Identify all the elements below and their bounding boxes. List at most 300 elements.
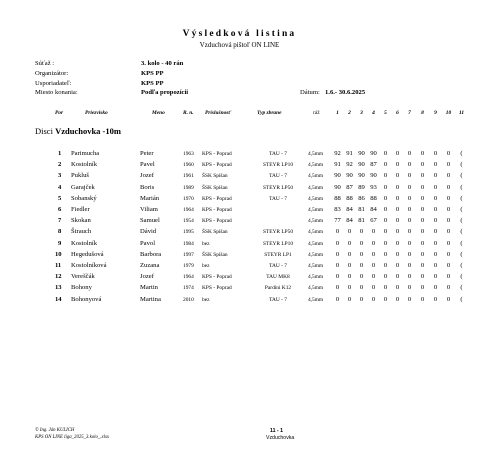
series-score-cell: 0 — [446, 217, 451, 225]
series-score-cell: 0 — [407, 239, 412, 247]
series-score-cell: 0 — [446, 172, 451, 180]
series-score-cell: 0 — [433, 206, 438, 213]
series-score-cell: 0 — [359, 284, 364, 292]
series-score-cell: 88 — [370, 194, 377, 202]
discipline-name: Vzduchovka -10m — [55, 126, 121, 136]
rank-cell: 5 — [58, 194, 62, 202]
name-cell: Marián — [140, 194, 160, 202]
year-cell: 1984 — [183, 240, 194, 247]
table-row — [0, 284, 479, 295]
series-score-cell: 0 — [347, 239, 352, 247]
year-cell: 1979 — [183, 263, 194, 269]
surname-cell: Parimucha — [71, 150, 100, 157]
series-score-cell: 0 — [420, 161, 425, 169]
footer-page-number: 11 - 1 — [270, 428, 283, 434]
name-cell: Peter — [140, 150, 154, 157]
series-score-cell: 0 — [335, 262, 340, 269]
series-score-cell: ( — [460, 194, 463, 202]
series-score-cell: 0 — [371, 262, 376, 269]
host-value: KPS PP — [141, 80, 164, 87]
caliber-cell: 4,5mm — [308, 285, 324, 292]
series-score-cell: 0 — [407, 250, 412, 258]
col-header-surname: Priezvisko — [85, 110, 108, 116]
table-row — [0, 273, 479, 284]
surname-cell: Hegedušová — [71, 250, 104, 258]
weapon-type-cell: TAU - 7 — [269, 195, 287, 202]
year-cell: 2010 — [183, 296, 194, 303]
series-score-cell: 0 — [446, 228, 451, 236]
series-score-cell: 0 — [335, 250, 340, 258]
series-score-cell: 0 — [383, 295, 388, 303]
series-score-cell: 0 — [407, 183, 412, 191]
series-score-cell: 88 — [334, 194, 341, 202]
series-score-cell: 0 — [383, 194, 388, 202]
footer-author: © Ing. Ján KULICH — [35, 428, 75, 433]
series-score-cell: 89 — [358, 183, 365, 191]
series-score-cell: 0 — [395, 172, 400, 180]
series-score-cell: 0 — [433, 183, 438, 191]
venue-label: Miesto konania: — [35, 89, 78, 96]
series-score-cell: 0 — [420, 239, 425, 247]
caliber-cell: 4,5mm — [308, 151, 324, 157]
table-row — [0, 161, 479, 172]
series-score-cell: 0 — [407, 194, 412, 202]
series-score-cell: 0 — [383, 206, 388, 213]
organizer-value: KPS PP — [141, 70, 164, 77]
surname-cell: Skokan — [71, 217, 91, 225]
year-cell: 1961 — [183, 173, 194, 180]
series-score-cell: ( — [460, 262, 463, 269]
series-score-cell: 0 — [433, 217, 438, 225]
table-row — [0, 195, 479, 206]
series-score-cell: 90 — [334, 172, 341, 180]
series-score-cell: 84 — [370, 206, 377, 213]
host-label: Usporiadateľ: — [35, 80, 72, 87]
table-row — [0, 217, 479, 228]
series-score-cell: 0 — [335, 228, 340, 236]
name-cell: Samuel — [140, 217, 160, 225]
series-score-cell: 93 — [370, 183, 377, 191]
series-score-cell: 0 — [359, 273, 364, 281]
series-score-cell: 0 — [371, 228, 376, 236]
col-header-series: 3 — [360, 110, 363, 116]
series-score-cell: 0 — [383, 262, 388, 269]
weapon-type-cell: TAU - 7 — [269, 263, 287, 269]
col-header-series: 9 — [434, 110, 437, 116]
series-score-cell: 0 — [347, 262, 352, 269]
series-score-cell: 90 — [346, 172, 353, 180]
series-score-cell: 0 — [407, 217, 412, 225]
series-score-cell: 0 — [420, 150, 425, 157]
series-score-cell: 0 — [446, 284, 451, 292]
series-score-cell: 90 — [370, 150, 377, 157]
name-cell: Pavol — [140, 239, 156, 247]
surname-cell: Fiedler — [71, 206, 90, 213]
caliber-cell: 4,5mm — [308, 240, 324, 247]
series-score-cell: 0 — [420, 284, 425, 292]
series-score-cell: 0 — [395, 250, 400, 258]
series-score-cell: ( — [460, 250, 463, 258]
year-cell: 1970 — [183, 195, 194, 202]
caliber-cell: 4,5mm — [308, 296, 324, 303]
col-header-club: Príslušnosť — [205, 110, 232, 116]
series-score-cell: 0 — [407, 273, 412, 281]
series-score-cell: 0 — [446, 273, 451, 281]
series-score-cell: 0 — [371, 239, 376, 247]
series-score-cell: 0 — [446, 239, 451, 247]
surname-cell: Vereščák — [71, 273, 95, 281]
series-score-cell: 0 — [433, 284, 438, 292]
year-cell: 1964 — [183, 274, 194, 281]
series-score-cell: 77 — [334, 217, 341, 225]
series-score-cell: 0 — [395, 228, 400, 236]
series-score-cell: 87 — [370, 161, 377, 169]
series-score-cell: 81 — [358, 217, 365, 225]
series-score-cell: 0 — [383, 183, 388, 191]
club-cell: KPS - Poprad — [202, 218, 232, 225]
rank-cell: 10 — [55, 250, 62, 258]
series-score-cell: 0 — [383, 228, 388, 236]
weapon-type-cell: Pardini K12 — [264, 285, 292, 292]
rank-cell: 12 — [55, 273, 62, 281]
club-cell: ŠSK Spišan — [202, 173, 228, 180]
caliber-cell: 4,5mm — [308, 218, 324, 225]
series-score-cell: 83 — [334, 206, 341, 213]
series-score-cell: 0 — [420, 172, 425, 180]
series-score-cell: 0 — [383, 150, 388, 157]
series-score-cell: 0 — [446, 250, 451, 258]
weapon-type-cell: TAU - 7 — [269, 296, 287, 303]
series-score-cell: 88 — [346, 194, 353, 202]
series-score-cell: 0 — [383, 250, 388, 258]
table-row — [0, 251, 479, 262]
series-score-cell: ( — [460, 295, 463, 303]
table-row — [0, 228, 479, 239]
series-score-cell: ( — [460, 183, 463, 191]
weapon-type-cell: TAU - 7 — [269, 173, 287, 180]
year-cell: 1964 — [183, 207, 194, 213]
surname-cell: Bohonyová — [71, 295, 102, 303]
table-row — [0, 262, 479, 273]
caliber-cell: 4,5mm — [308, 173, 324, 180]
caliber-cell: 4,5mm — [308, 207, 324, 213]
club-cell: KPS - Poprad — [202, 151, 232, 157]
series-score-cell: 90 — [358, 150, 365, 157]
club-cell: KPS - Poprad — [202, 207, 232, 213]
competition-label: Súťaž : — [35, 60, 55, 67]
col-header-series: 5 — [384, 110, 387, 116]
discipline-prefix: Disci — [35, 126, 53, 136]
series-score-cell: 0 — [395, 217, 400, 225]
series-score-cell: 0 — [347, 284, 352, 292]
series-score-cell: ( — [460, 284, 463, 292]
weapon-type-cell: STEYR LP10 — [262, 162, 294, 169]
series-score-cell: 90 — [358, 172, 365, 180]
name-cell: Zuzana — [140, 262, 160, 269]
surname-cell: Štrauch — [71, 228, 92, 236]
series-score-cell: 92 — [346, 161, 353, 169]
name-cell: Boris — [140, 183, 155, 191]
rank-cell: 14 — [55, 295, 62, 303]
series-score-cell: 0 — [359, 295, 364, 303]
series-score-cell: 0 — [359, 228, 364, 236]
series-score-cell: 0 — [446, 295, 451, 303]
series-score-cell: 84 — [346, 217, 353, 225]
col-header-series: 6 — [396, 110, 399, 116]
series-score-cell: 0 — [383, 217, 388, 225]
club-cell: KPS - Poprad — [202, 195, 232, 202]
series-score-cell: 0 — [335, 239, 340, 247]
series-score-cell: 0 — [371, 295, 376, 303]
table-row — [0, 296, 479, 307]
table-row — [0, 206, 479, 217]
series-score-cell: 0 — [383, 284, 388, 292]
rank-cell: 9 — [58, 239, 62, 247]
series-score-cell: ( — [460, 217, 463, 225]
caliber-cell: 4,5mm — [308, 251, 324, 258]
name-cell: Martin — [140, 284, 158, 292]
name-cell: Viliam — [140, 206, 158, 213]
series-score-cell: 0 — [395, 206, 400, 213]
series-score-cell: 0 — [407, 295, 412, 303]
series-score-cell: 91 — [346, 150, 353, 157]
caliber-cell: 4,5mm — [308, 195, 324, 202]
col-header-series: 11 — [458, 110, 465, 116]
table-row — [0, 150, 479, 161]
weapon-type-cell: STEYR LP1 — [264, 251, 292, 258]
series-score-cell: 0 — [433, 239, 438, 247]
rank-cell: 3 — [58, 172, 62, 180]
year-cell: 1995 — [183, 229, 194, 236]
discipline-label — [35, 126, 121, 136]
club-cell: bez — [202, 240, 210, 247]
name-cell: Dávid — [140, 228, 157, 236]
series-score-cell: 0 — [347, 250, 352, 258]
series-score-cell: 0 — [347, 273, 352, 281]
table-row — [0, 172, 479, 183]
footer-discipline: Vzduchovka — [266, 435, 295, 441]
series-score-cell: 0 — [420, 262, 425, 269]
series-score-cell: 0 — [420, 228, 425, 236]
col-header-series: 2 — [348, 110, 351, 116]
series-score-cell: 90 — [334, 183, 341, 191]
series-score-cell: 90 — [370, 172, 377, 180]
series-score-cell: 0 — [446, 161, 451, 169]
club-cell: KPS - Poprad — [202, 274, 232, 281]
series-score-cell: 0 — [433, 262, 438, 269]
club-cell: KPS - Poprad — [202, 162, 232, 169]
series-score-cell: 0 — [433, 250, 438, 258]
caliber-cell: 4,5mm — [308, 263, 324, 269]
name-cell: Pavel — [140, 161, 155, 169]
caliber-cell: 4,5mm — [308, 274, 324, 281]
series-score-cell: 0 — [395, 161, 400, 169]
weapon-type-cell: STEYR LP50 — [262, 229, 294, 236]
series-score-cell: 0 — [420, 273, 425, 281]
series-score-cell: 0 — [433, 273, 438, 281]
series-score-cell: 0 — [433, 228, 438, 236]
year-cell: 1989 — [183, 184, 194, 191]
series-score-cell: 86 — [358, 194, 365, 202]
surname-cell: Bohony — [71, 284, 92, 292]
series-score-cell: 87 — [346, 183, 353, 191]
series-score-cell: 0 — [433, 161, 438, 169]
series-score-cell: 0 — [407, 172, 412, 180]
club-cell: ŠSK Spišan — [202, 251, 228, 258]
rank-cell: 2 — [58, 161, 62, 169]
col-header-type: Typ zbrane — [257, 110, 282, 116]
club-cell: bez — [202, 263, 210, 269]
date-label: Dátum: — [300, 89, 320, 96]
series-score-cell: 0 — [420, 250, 425, 258]
rank-cell: 11 — [55, 262, 62, 269]
series-score-cell: 0 — [446, 150, 451, 157]
surname-cell: Kostolníková — [71, 262, 107, 269]
series-score-cell: ( — [460, 239, 463, 247]
year-cell: 1960 — [183, 162, 194, 169]
year-cell: 1997 — [183, 251, 194, 258]
series-score-cell: 0 — [420, 194, 425, 202]
series-score-cell: 92 — [334, 150, 341, 157]
series-score-cell: 0 — [407, 228, 412, 236]
series-score-cell: 0 — [420, 295, 425, 303]
series-score-cell: 0 — [383, 161, 388, 169]
weapon-type-cell: TAU MK8 — [266, 274, 290, 281]
series-score-cell: 0 — [407, 262, 412, 269]
col-header-series: 7 — [408, 110, 411, 116]
series-score-cell: 0 — [359, 250, 364, 258]
club-cell: bez — [202, 296, 210, 303]
series-score-cell: 0 — [395, 284, 400, 292]
series-score-cell: 0 — [433, 172, 438, 180]
series-score-cell: 0 — [395, 183, 400, 191]
rank-cell: 8 — [58, 228, 62, 236]
series-score-cell: ( — [460, 228, 463, 236]
page-subtitle: Vzduchová pištoľ ON LINE — [199, 41, 280, 49]
series-score-cell: 67 — [370, 217, 377, 225]
series-score-cell: 0 — [433, 194, 438, 202]
club-cell: ŠSK Spišan — [202, 229, 228, 236]
series-score-cell: 0 — [347, 228, 352, 236]
series-score-cell: 0 — [407, 284, 412, 292]
weapon-type-cell: TAU - 7 — [269, 151, 287, 157]
series-score-cell: ( — [460, 150, 463, 157]
series-score-cell: 0 — [395, 273, 400, 281]
name-cell: Barbora — [140, 250, 162, 258]
series-score-cell: 0 — [420, 183, 425, 191]
footer-file: KPS ON LINE liga_2025_3.kolo_.xlsx — [35, 435, 109, 440]
series-score-cell: 0 — [347, 295, 352, 303]
series-score-cell: 90 — [358, 161, 365, 169]
series-score-cell: 0 — [446, 183, 451, 191]
series-score-cell: ( — [460, 206, 463, 213]
rank-cell: 4 — [58, 183, 62, 191]
series-score-cell: 0 — [359, 239, 364, 247]
year-cell: 1954 — [183, 218, 194, 225]
surname-cell: Kostolník — [71, 161, 98, 169]
name-cell: Jozef — [140, 273, 154, 281]
rank-cell: 1 — [58, 150, 62, 157]
rank-cell: 7 — [58, 217, 62, 225]
table-row — [0, 184, 479, 195]
series-score-cell: 0 — [395, 262, 400, 269]
page-title: Výsledková listina — [182, 29, 297, 39]
series-score-cell: 0 — [407, 206, 412, 213]
series-score-cell: 0 — [335, 284, 340, 292]
series-score-cell: 0 — [420, 217, 425, 225]
name-cell: Jozef — [140, 172, 154, 180]
series-score-cell: 0 — [371, 250, 376, 258]
organizer-label: Organizátor: — [35, 70, 69, 77]
surname-cell: Pukluš — [71, 172, 89, 180]
rank-cell: 13 — [55, 284, 62, 292]
series-score-cell: 0 — [395, 194, 400, 202]
series-score-cell: 0 — [433, 295, 438, 303]
competition-value: 3. kolo - 40 rán — [141, 60, 184, 67]
series-score-cell: 84 — [346, 206, 353, 213]
caliber-cell: 4,5mm — [308, 229, 324, 236]
col-header-name: Meno — [152, 110, 165, 116]
year-cell: 1974 — [183, 285, 194, 292]
series-score-cell: 0 — [395, 150, 400, 157]
venue-value: Podľa propozícii — [141, 89, 189, 96]
series-score-cell: 0 — [446, 206, 451, 213]
col-header-series: 1 — [336, 110, 339, 116]
col-header-series: 10 — [445, 110, 452, 116]
series-score-cell: ( — [460, 161, 463, 169]
col-header-series: 4 — [372, 110, 375, 116]
date-value: 1.6.- 30.6.2025 — [325, 89, 366, 96]
table-row — [0, 240, 479, 251]
series-score-cell: 0 — [446, 262, 451, 269]
col-header-rank: Por — [55, 110, 64, 116]
series-score-cell: 0 — [395, 295, 400, 303]
weapon-type-cell: STEYR LP10 — [262, 240, 294, 247]
club-cell: ŠSK Spišan — [202, 184, 228, 191]
col-header-year: R. n. — [183, 110, 194, 116]
series-score-cell: 0 — [335, 273, 340, 281]
series-score-cell: 0 — [371, 284, 376, 292]
surname-cell: Sobanský — [71, 194, 97, 202]
series-score-cell: 0 — [359, 262, 364, 269]
series-score-cell: 0 — [371, 273, 376, 281]
series-score-cell: 0 — [407, 150, 412, 157]
series-score-cell: 0 — [335, 295, 340, 303]
series-score-cell: 0 — [383, 273, 388, 281]
series-score-cell: 0 — [407, 161, 412, 169]
col-header-series: 8 — [421, 110, 424, 116]
rank-cell: 6 — [58, 206, 62, 213]
weapon-type-cell: STEYR LP50 — [262, 184, 294, 191]
series-score-cell: ( — [460, 172, 463, 180]
club-cell: KPS - Poprad — [202, 285, 232, 292]
series-score-cell: 0 — [420, 206, 425, 213]
series-score-cell: 0 — [395, 239, 400, 247]
surname-cell: Garajček — [71, 183, 95, 191]
caliber-cell: 4,5mm — [308, 162, 324, 169]
col-header-caliber: ráž — [313, 110, 320, 116]
year-cell: 1963 — [183, 151, 194, 157]
surname-cell: Kostolník — [71, 239, 98, 247]
name-cell: Martina — [140, 295, 161, 303]
series-score-cell: 0 — [383, 239, 388, 247]
caliber-cell: 4,5mm — [308, 184, 324, 191]
series-score-cell: ( — [460, 273, 463, 281]
series-score-cell: 91 — [334, 161, 341, 169]
series-score-cell: 0 — [383, 172, 388, 180]
series-score-cell: 0 — [446, 194, 451, 202]
series-score-cell: 81 — [358, 206, 365, 213]
